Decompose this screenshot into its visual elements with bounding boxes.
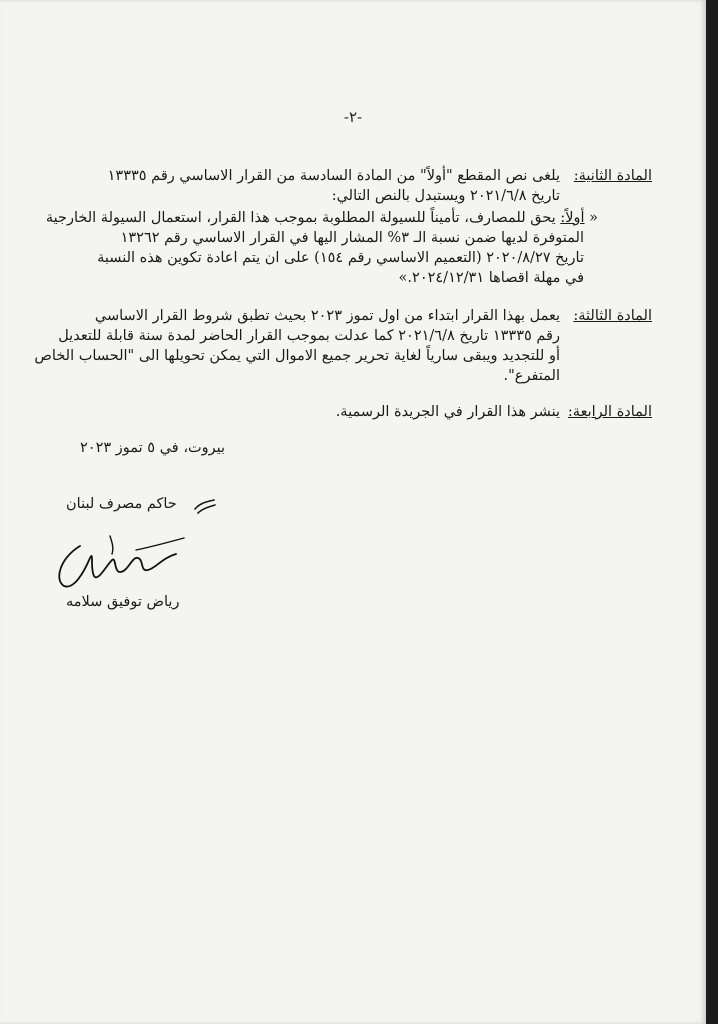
article-3-line: المتفرع". (503, 368, 560, 384)
article-3-label: المادة الثالثة: (573, 308, 652, 324)
governor-title: حاكم مصرف لبنان (66, 496, 177, 512)
article-3-line: أو للتجديد ويبقى سارياً لغاية تحرير جميع الاموال التي يمكن تحويلها الى "الحساب الخاص (34, 348, 560, 364)
subsection-line: يحق للمصارف، تأميناً للسيولة المطلوبة بموجب هذا القرار، استعمال السيولة الخارجية (45, 210, 556, 226)
governor-name: رياض توفيق سلامه (66, 594, 180, 610)
page-number: -٢- (343, 108, 363, 126)
article-2-subsection (45, 208, 598, 288)
article-2-subsection-first-line (45, 208, 598, 228)
subsection-label: أولاً: (560, 210, 585, 226)
article-3-line: رقم ١٣٣٣٥ تاريخ ٢٠٢١/٦/٨ كما عدلت بموجب القرار الحاضر لمدة سنة قابلة للتعديل (58, 328, 560, 344)
handwritten-tick-mark (192, 497, 218, 517)
subsection-line: تاريخ ٢٠٢٠/٨/٢٧ (التعميم الاساسي رقم ١٥٤) على ان يتم اعادة تكوين هذه النسبة (97, 250, 584, 266)
article-2 (45, 166, 652, 286)
article-2-line: تاريخ ٢٠٢١/٦/٨ ويستبدل بالنص التالي: (331, 188, 560, 204)
article-3-line: يعمل بهذا القرار ابتداء من اول تموز ٢٠٢٣ بحيث تطبق شروط القرار الاساسي (94, 308, 560, 324)
article-2-label: المادة الثانية: (573, 168, 652, 184)
article-4-body (86, 402, 560, 422)
subsection-line: في مهلة اقصاها ٢٠٢٤/١٢/٣١.» (398, 270, 584, 286)
article-3-body (34, 306, 560, 386)
article-4-text: ينشر هذا القرار في الجريدة الرسمية. (335, 404, 560, 420)
article-2-body (86, 166, 560, 206)
article-3 (34, 306, 652, 396)
subsection-line: المتوفرة لديها ضمن نسبة الـ ٣% المشار اليها في القرار الاساسي رقم ١٣٢٦٢ (120, 230, 584, 246)
article-4-label: المادة الرابعة: (567, 404, 652, 420)
signature-image (50, 528, 190, 598)
quote-open: « (589, 210, 598, 226)
article-2-line: يلغى نص المقطع "أولاً" من المادة السادسة من القرار الاساسي رقم ١٣٣٣٥ (107, 168, 560, 184)
place-and-date: بيروت، في ٥ تموز ٢٠٢٣ (80, 440, 226, 456)
article-4 (86, 402, 652, 424)
